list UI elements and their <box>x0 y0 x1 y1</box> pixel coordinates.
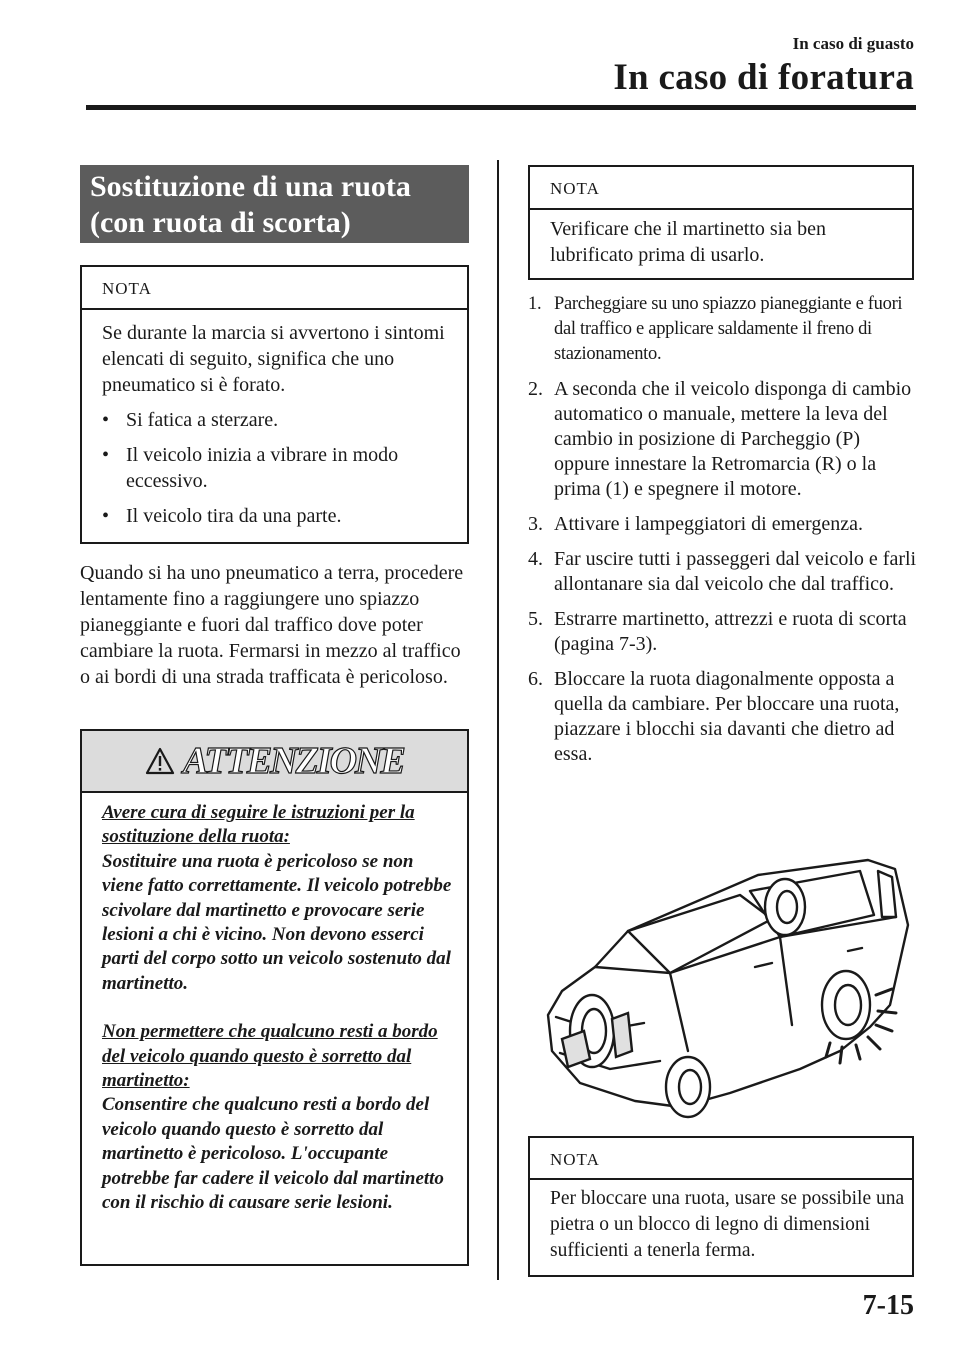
step-item: 3. Attivare i lampeggiatori di emergenza. <box>528 513 863 535</box>
nota-text: Per bloccare una ruota, usare se possibile una pietra o un blocco di legno di dimensioni sufficienti a tenerla ferma. <box>550 1188 905 1261</box>
section-title-line2: (con ruota di scorta) <box>90 206 351 239</box>
step-item: 4. Far uscire tutti i passeggeri dal veicolo e farli allontanare sia dal veicolo che dal traffico. <box>528 548 917 595</box>
step-item: 1. Parcheggiare su uno spiazzo pianeggiante e fuori dal traffico e applicare saldamente il freno di stazionamento. <box>528 294 903 364</box>
car-wheel-block-illustration <box>540 855 915 1120</box>
nota-bullet: • Il veicolo inizia a vibrare in modo eccessivo. <box>102 444 399 492</box>
nota-bullet: • Si fatica a sterzare. <box>102 409 279 431</box>
attenzione-header <box>82 731 467 793</box>
column-divider <box>497 160 499 1280</box>
step-item: 5. Estrarre martinetto, attrezzi e ruota di scorta (pagina 7-3). <box>528 608 907 655</box>
section-title <box>80 165 469 243</box>
bullet-icon: • <box>102 409 110 431</box>
nota-bullet: • Il veicolo tira da una parte. <box>102 505 342 527</box>
nota-box-wheel-block <box>528 1136 914 1277</box>
warning-triangle-icon <box>145 747 175 775</box>
nota-heading: NOTA <box>530 167 912 210</box>
nota-intro: Se durante la marcia si avvertono i sintomi elencati di seguito, significa che uno pneumatico si è forato. <box>102 322 445 396</box>
nota-box-jack <box>528 165 914 280</box>
page-title: In caso di foratura <box>613 57 914 98</box>
nota-heading: NOTA <box>82 267 467 310</box>
step-item: 6. Bloccare la ruota diagonalmente opposta a quella da cambiare. Per bloccare una ruota, piazzare i blocchi sia davanti che dietro ad essa. <box>528 668 900 765</box>
steps-list <box>528 292 918 777</box>
attenzione-heading: ATTENZIONE <box>183 740 404 782</box>
warning-text-1: Sostituire una ruota è pericoloso se non viene fatto correttamente. Il veicolo potrebbe scivolare dal martinetto e provocare serie lesioni a chi è vicino. Non devono esserci parti del corpo sotto un veicolo sostenuto dal martinetto. <box>102 850 452 994</box>
section-title-line1: Sostituzione di una ruota <box>90 170 411 203</box>
bullet-icon: • <box>102 444 110 466</box>
attenzione-body <box>82 793 467 1216</box>
nota-heading: NOTA <box>530 1138 912 1180</box>
step-item: 2. A seconda che il veicolo disponga di cambio automatico o manuale, mettere la leva del cambio in posizione di Parcheggio (P) oppure innestare la Retromarcia (R) o la prima (1) e spegnere il motore. <box>528 378 912 500</box>
bullet-icon: • <box>102 505 110 527</box>
nota-text: Verificare che il martinetto sia ben lubrificato prima di usarlo. <box>550 218 826 266</box>
attenzione-box <box>80 729 469 1266</box>
header-rule <box>86 105 916 110</box>
warning-title-2: Non permettere che qualcuno resti a bordo del veicolo quando questo è sorretto dal martinetto: <box>102 1021 438 1092</box>
chapter-title: In caso di guasto <box>792 34 914 53</box>
warning-title-1: Avere cura di seguire le istruzioni per la sostituzione della ruota: <box>102 802 415 848</box>
warning-text-2: Consentire che qualcuno resti a bordo del veicolo quando questo è sorretto dal martinetto è pericoloso. L'occupante potrebbe far cadere il veicolo dal martinetto con il rischio di causare serie lesioni. <box>102 1094 444 1214</box>
body-paragraph: Quando si ha uno pneumatico a terra, procedere lentamente fino a raggiungere uno spiazzo pianeggiante e fuori dal traffico dove poter cambiare la ruota. Fermarsi in mezzo al traffico o ai bordi di una strada trafficata è pericoloso. <box>80 562 464 688</box>
nota-box-symptoms <box>80 265 469 544</box>
page-number: 7-15 <box>862 1290 914 1321</box>
nota-body <box>82 310 467 537</box>
